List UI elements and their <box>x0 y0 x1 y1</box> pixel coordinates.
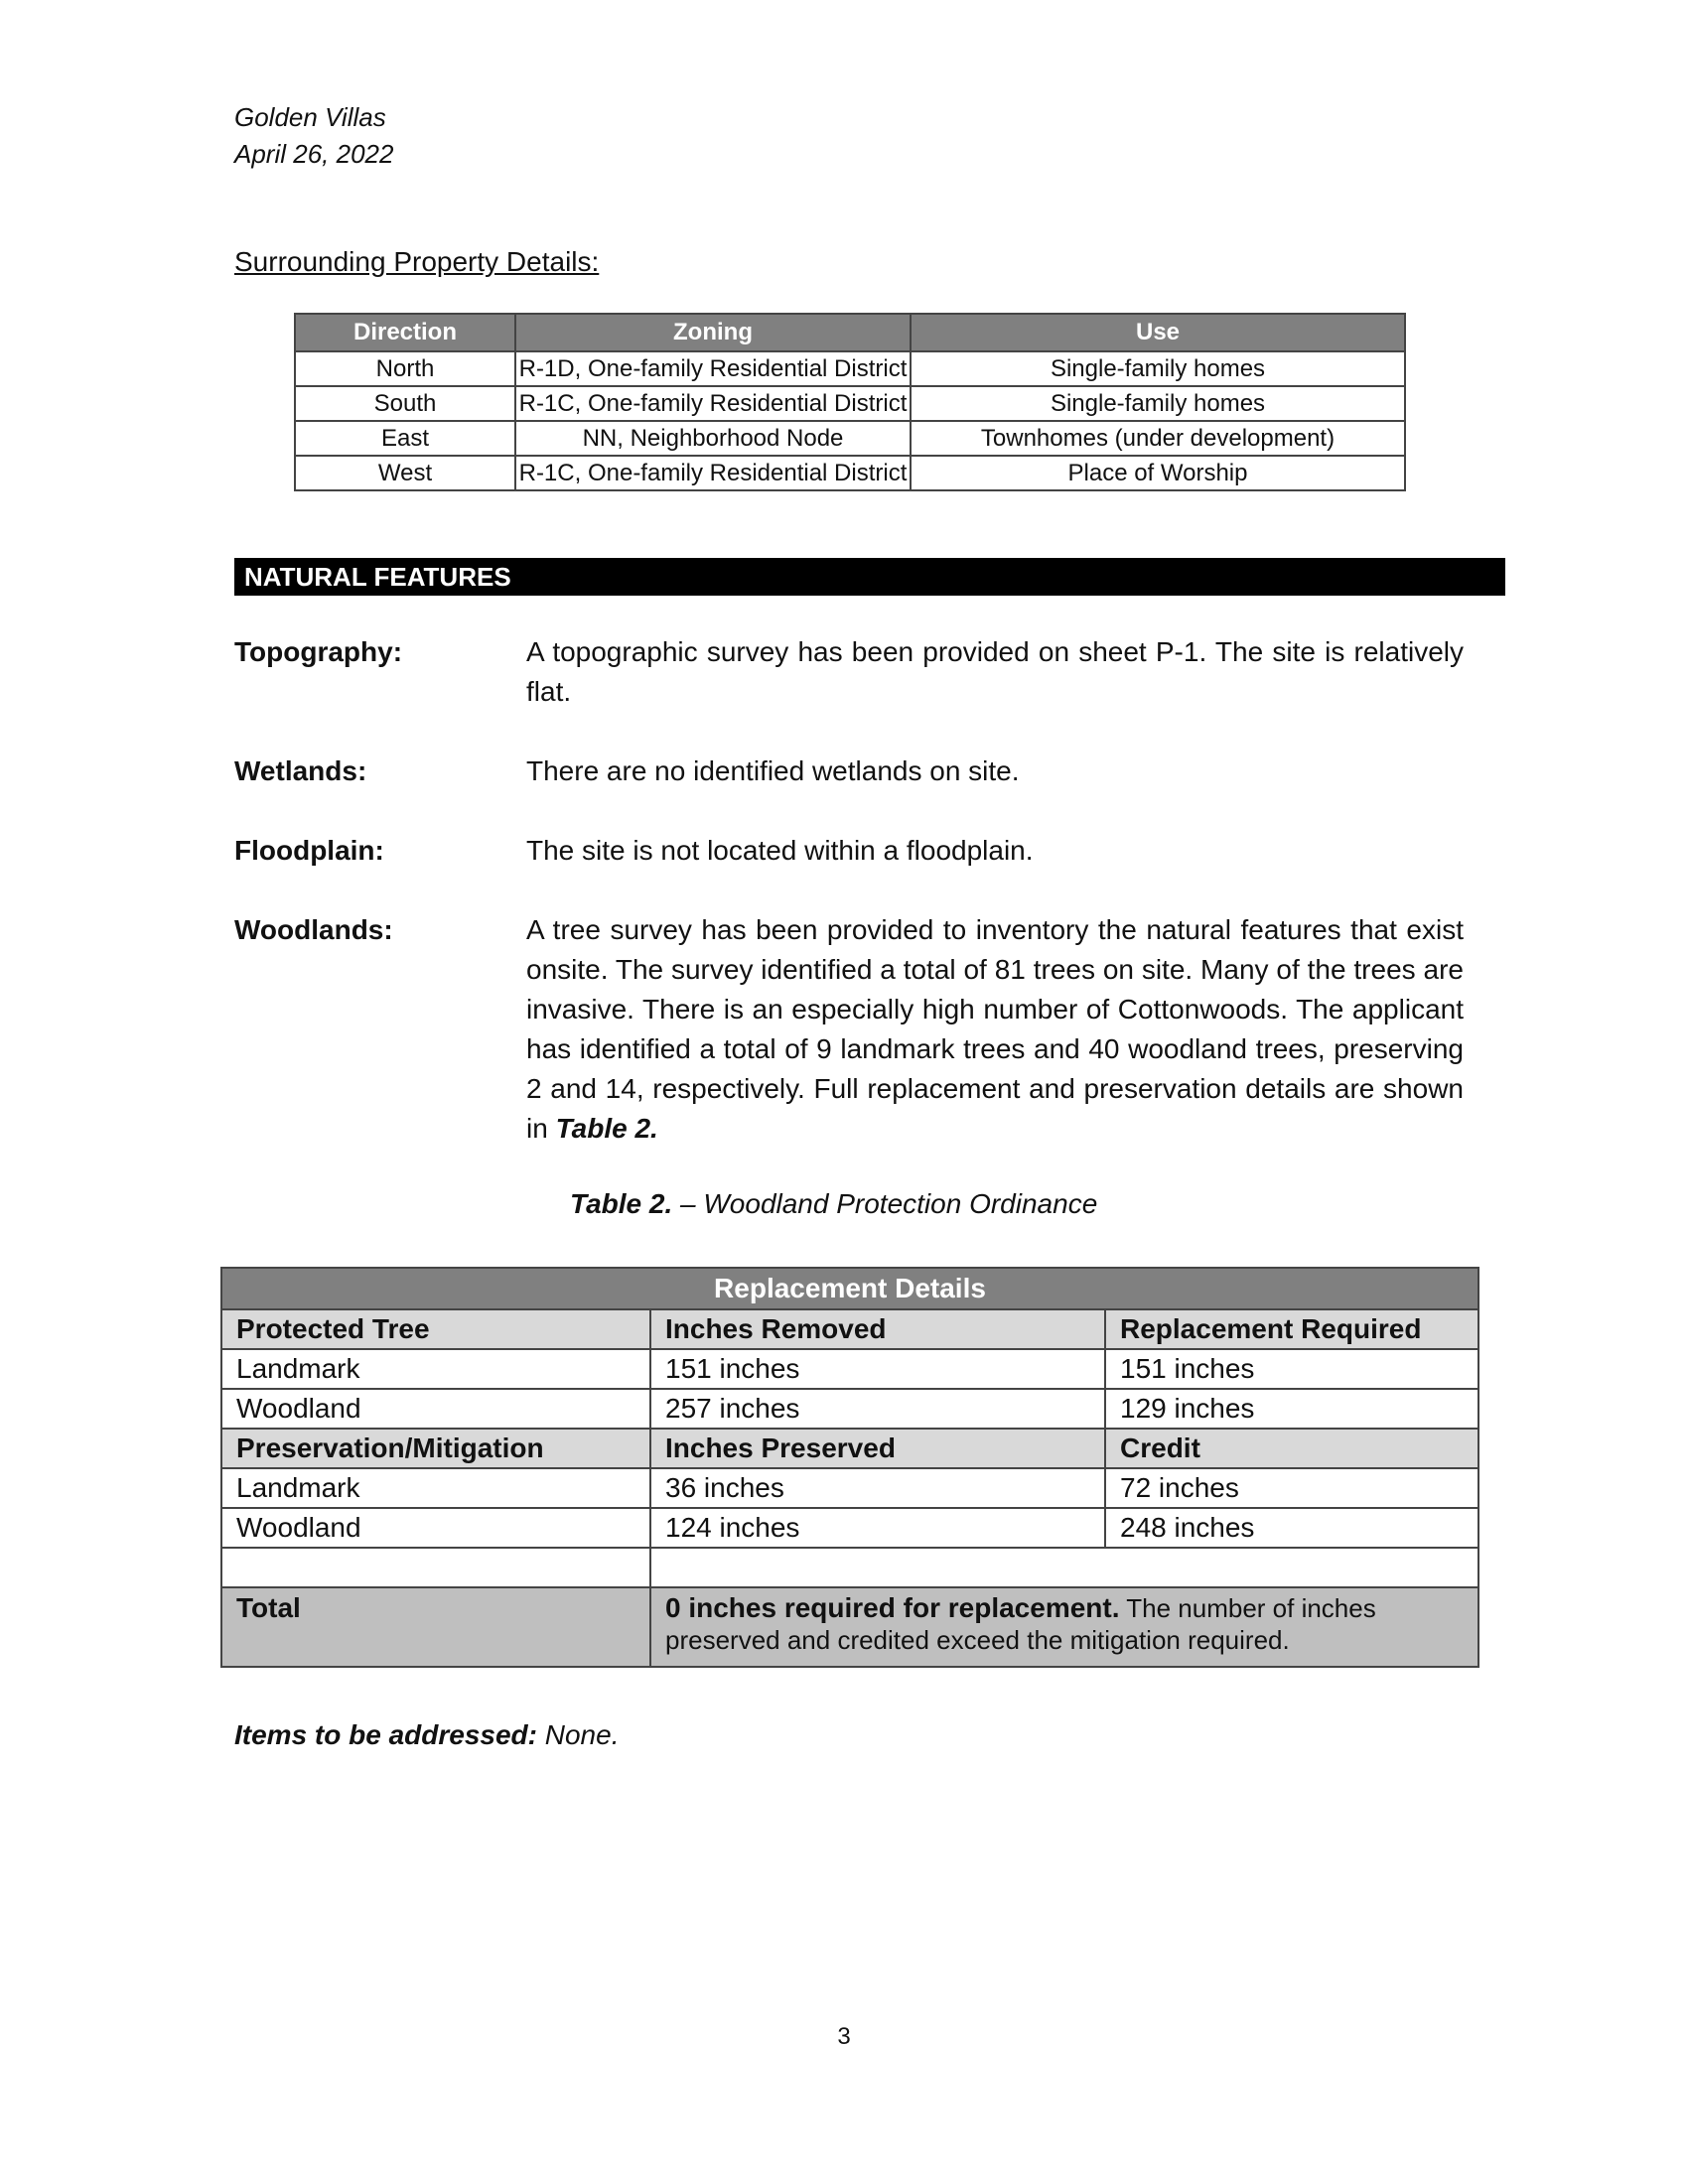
column-header-direction: Direction <box>295 314 515 351</box>
replacement-required-cell: 151 inches <box>1105 1349 1478 1389</box>
column-header-replacement-required: Replacement Required <box>1105 1309 1478 1349</box>
column-header-protected-tree: Protected Tree <box>221 1309 650 1349</box>
column-header-inches-preserved: Inches Preserved <box>650 1429 1105 1468</box>
page-number: 3 <box>837 2023 851 2050</box>
topography-label: Topography: <box>234 636 403 667</box>
table-header-row <box>295 314 1405 351</box>
column-header-inches-removed: Inches Removed <box>650 1309 1105 1349</box>
inches-preserved-cell: 124 inches <box>650 1508 1105 1548</box>
credit-cell: 248 inches <box>1105 1508 1478 1548</box>
use-cell: Place of Worship <box>911 456 1405 490</box>
empty-row <box>221 1548 1478 1587</box>
use-cell: Single-family homes <box>911 351 1405 386</box>
total-summary-text: The number of inches preserved and credited exceed the mitigation required. <box>665 1593 1376 1655</box>
caption-title: – Woodland Protection Ordinance <box>672 1188 1098 1219</box>
table-row <box>221 1468 1478 1508</box>
natural-features-heading: NATURAL FEATURES <box>234 558 1505 596</box>
zoning-cell: R-1D, One-family Residential District <box>515 351 911 386</box>
tree-type-cell: Woodland <box>221 1508 650 1548</box>
items-value: None. <box>536 1719 620 1750</box>
woodlands-body: A tree survey has been provided to inventory the natural features that exist onsite. The survey identified a total of 81 trees on site. Many of the trees are invasive. There is an especially high number of Cottonwoods. The applicant has identified a total of 9 landmark trees and 40 woodland trees, preserving 2 and 14, respectively. Full replacement and preservation details are shown in <box>526 914 1464 1144</box>
woodlands-text <box>526 910 1464 1149</box>
wetlands-text: There are no identified wetlands on site. <box>526 755 1020 786</box>
caption-label: Table 2. <box>570 1188 673 1219</box>
direction-cell: North <box>295 351 515 386</box>
table-caption <box>570 1188 1097 1220</box>
topography-text: A topographic survey has been provided on sheet P-1. The site is relatively flat. <box>526 636 1464 707</box>
report-date: April 26, 2022 <box>234 139 394 169</box>
surrounding-property-table <box>294 313 1406 491</box>
inches-removed-cell: 257 inches <box>650 1389 1105 1429</box>
table-row <box>221 1349 1478 1389</box>
zoning-cell: R-1C, One-family Residential District <box>515 456 911 490</box>
floodplain-text: The site is not located within a floodplain. <box>526 835 1034 866</box>
column-header-zoning: Zoning <box>515 314 911 351</box>
credit-cell: 72 inches <box>1105 1468 1478 1508</box>
empty-cell <box>650 1548 1478 1587</box>
tree-type-cell: Landmark <box>221 1349 650 1389</box>
table-row <box>295 456 1405 490</box>
replacement-required-cell: 129 inches <box>1105 1389 1478 1429</box>
items-to-address <box>234 1719 619 1751</box>
items-label: Items to be addressed: <box>234 1719 537 1750</box>
column-header-credit: Credit <box>1105 1429 1478 1468</box>
total-summary <box>650 1587 1478 1667</box>
woodland-protection-table <box>220 1267 1479 1668</box>
inches-preserved-cell: 36 inches <box>650 1468 1105 1508</box>
table-row <box>221 1389 1478 1429</box>
table-row <box>295 421 1405 456</box>
woodlands-label: Woodlands: <box>234 914 393 945</box>
inches-removed-cell: 151 inches <box>650 1349 1105 1389</box>
total-summary-bold: 0 inches required for replacement. <box>665 1592 1120 1623</box>
replacement-details-banner: Replacement Details <box>221 1268 1478 1309</box>
direction-cell: South <box>295 386 515 421</box>
total-row <box>221 1587 1478 1667</box>
project-name: Golden Villas <box>234 102 386 132</box>
floodplain-label: Floodplain: <box>234 835 384 866</box>
table-row <box>221 1508 1478 1548</box>
use-cell: Single-family homes <box>911 386 1405 421</box>
surrounding-property-title: Surrounding Property Details: <box>234 246 600 277</box>
use-cell: Townhomes (under development) <box>911 421 1405 456</box>
table-row <box>295 351 1405 386</box>
tree-type-cell: Landmark <box>221 1468 650 1508</box>
column-header-preservation-mitigation: Preservation/Mitigation <box>221 1429 650 1468</box>
tree-type-cell: Woodland <box>221 1389 650 1429</box>
table-reference: Table 2. <box>555 1113 658 1144</box>
document-header <box>234 99 393 173</box>
total-label: Total <box>221 1587 650 1667</box>
table-subheader-row <box>221 1309 1478 1349</box>
direction-cell: West <box>295 456 515 490</box>
wetlands-label: Wetlands: <box>234 755 367 786</box>
table-subheader-row <box>221 1429 1478 1468</box>
direction-cell: East <box>295 421 515 456</box>
column-header-use: Use <box>911 314 1405 351</box>
table-row <box>295 386 1405 421</box>
empty-cell <box>221 1548 650 1587</box>
zoning-cell: NN, Neighborhood Node <box>515 421 911 456</box>
zoning-cell: R-1C, One-family Residential District <box>515 386 911 421</box>
